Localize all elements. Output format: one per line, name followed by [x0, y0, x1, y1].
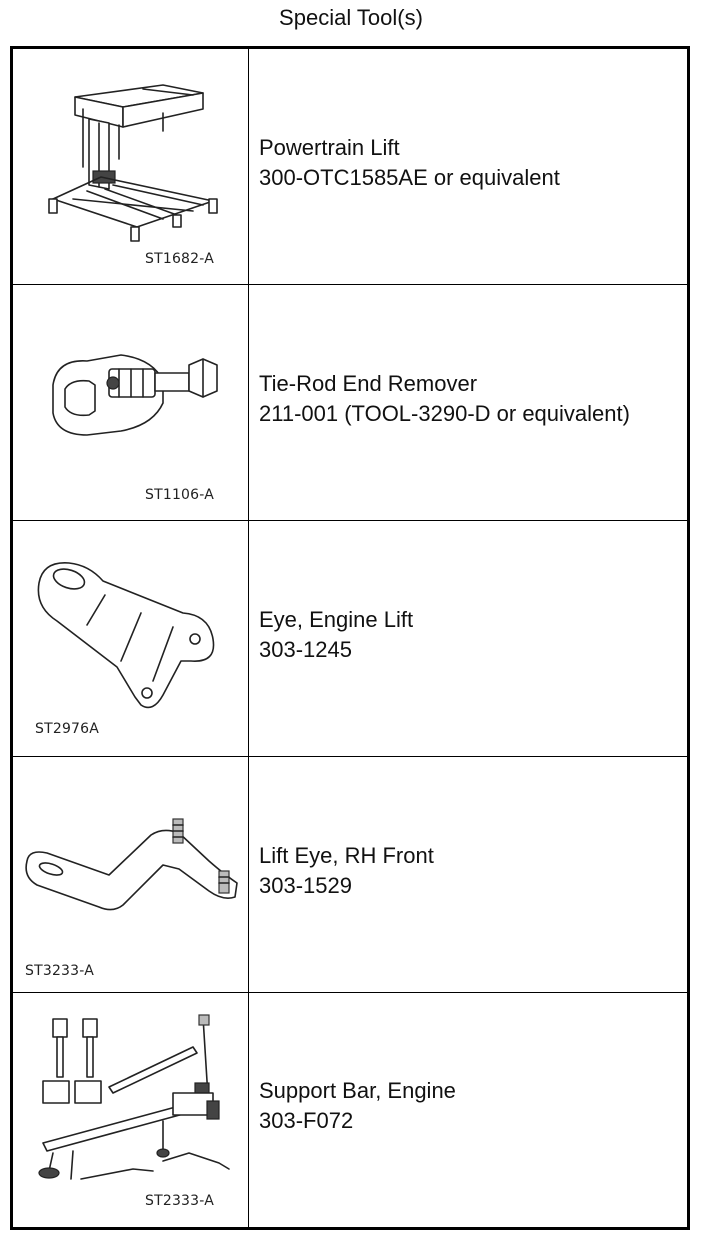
tool-part-number: 303-1529 — [259, 872, 352, 898]
tool-part-number: 303-1245 — [259, 636, 352, 662]
tool-illustration-cell — [13, 993, 249, 1227]
tool-name: Support Bar, Engine — [259, 1078, 456, 1103]
tool-illustration-cell — [13, 49, 249, 284]
tool-description-cell — [259, 521, 687, 756]
tool-description-cell — [259, 993, 687, 1227]
tool-description-cell — [259, 285, 687, 520]
powertrain-lift-icon — [13, 49, 249, 285]
tool-image-code: ST2976A — [35, 721, 100, 737]
tool-name: Tie-Rod End Remover — [259, 370, 478, 396]
tool-image-code: ST3233-A — [25, 963, 94, 979]
tool-description-cell — [259, 49, 687, 284]
page-title: Special Tool(s) — [279, 5, 423, 30]
tool-row-rh-front-lift-eye — [13, 757, 687, 993]
tool-row-engine-support-bar — [13, 993, 687, 1227]
tool-part-number: 303-F072 — [259, 1108, 354, 1133]
tool-row-tie-rod-end-remover — [13, 285, 687, 521]
special-tools-table — [10, 46, 690, 1230]
tool-illustration-cell — [13, 757, 249, 992]
tool-row-engine-lift-eye — [13, 521, 687, 757]
tool-image-code: ST1106-A — [145, 487, 214, 503]
tool-part-number: 211-001 (TOOL-3290-D or equivalent) — [259, 400, 630, 426]
tool-image-code: ST1682-A — [145, 251, 214, 267]
tool-illustration-cell — [13, 521, 249, 756]
tool-name: Lift Eye, RH Front — [259, 842, 434, 868]
tool-name: Eye, Engine Lift — [259, 606, 414, 632]
tie-rod-end-remover-icon — [13, 285, 249, 521]
tool-part-number: 300-OTC1585AE or equivalent — [259, 164, 560, 190]
tool-image-code: ST2333-A — [145, 1193, 214, 1209]
tool-illustration-cell — [13, 285, 249, 520]
tool-name: Powertrain Lift — [259, 134, 400, 160]
tool-description-cell — [259, 757, 687, 992]
rh-front-lift-eye-icon — [13, 757, 249, 993]
tool-row-powertrain-lift — [13, 49, 687, 285]
